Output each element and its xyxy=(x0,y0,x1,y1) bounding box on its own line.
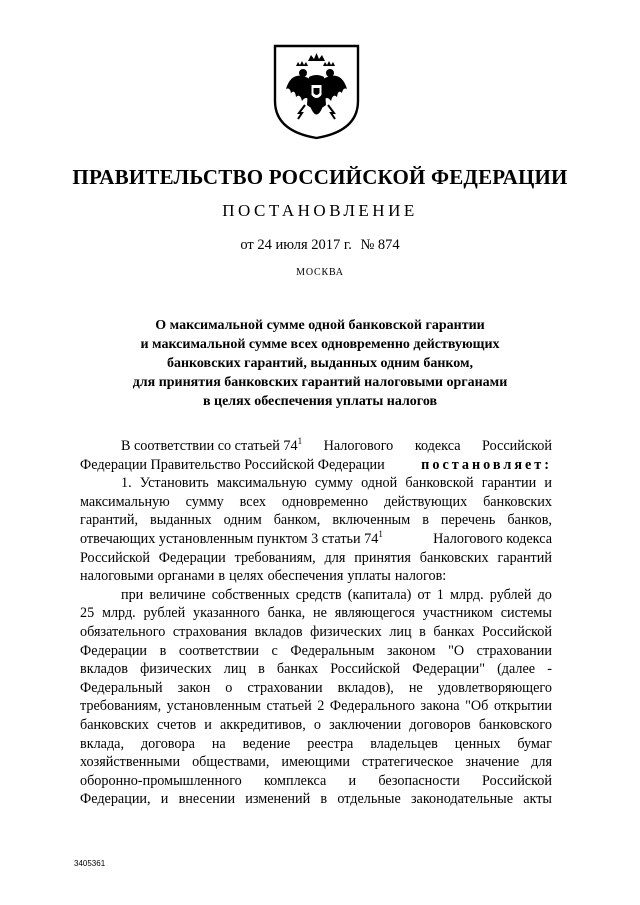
body-word: банковских xyxy=(80,716,149,733)
body-word: Федеральный xyxy=(80,679,163,696)
body-word: одним xyxy=(223,512,262,529)
russian-coat-of-arms-icon xyxy=(272,43,361,140)
subject-line: и максимальной сумме всех одновременно действующих xyxy=(140,337,500,352)
body-word: участником xyxy=(422,605,493,622)
body-word: до xyxy=(537,586,552,603)
body-word: с xyxy=(271,642,278,659)
body-line xyxy=(80,623,552,642)
body-line xyxy=(80,753,552,772)
body-word: собственных xyxy=(211,586,290,603)
body-word: уплаты xyxy=(347,568,391,585)
body-word: выданных xyxy=(150,512,212,529)
document-footer-code: 3405361 xyxy=(74,859,106,868)
body-word: включенным xyxy=(332,512,411,529)
body-word: бумаг xyxy=(517,735,552,752)
body-word: Установить xyxy=(139,475,209,492)
body-word: внесении xyxy=(178,791,236,808)
body-word: при xyxy=(121,586,144,603)
body-word: соответствии xyxy=(178,642,259,659)
body-word: вклада, xyxy=(80,735,125,752)
body-word: максимальную xyxy=(80,493,170,510)
body-word: на xyxy=(211,735,226,752)
body-line xyxy=(80,456,552,475)
body-word: стратегическое xyxy=(361,754,454,771)
body-word: страхования xyxy=(172,623,248,640)
body-word: банковских xyxy=(419,549,489,566)
body-word: кодекса xyxy=(414,438,461,454)
body-word: одной xyxy=(361,475,398,492)
body-word: лиц xyxy=(223,661,247,678)
body-word: физических xyxy=(310,623,382,640)
body-word: системы xyxy=(500,605,552,622)
body-word: Российской xyxy=(482,772,552,789)
body-word: имеющими xyxy=(281,754,350,771)
body-word: заключении xyxy=(329,716,402,733)
body-word: банков, xyxy=(507,512,552,529)
body-line xyxy=(80,493,552,512)
body-word: отдельные xyxy=(337,791,401,808)
body-word: млрд. xyxy=(101,605,136,622)
body-word: налоговыми xyxy=(80,568,154,585)
body-word: аккредитивов, xyxy=(219,716,306,733)
body-word: в xyxy=(419,623,426,640)
article-superscript: 1 xyxy=(297,436,303,446)
body-word: акты xyxy=(523,791,552,808)
body-word: хозяйственными xyxy=(80,754,181,771)
body-word: гарантий, xyxy=(80,512,139,529)
body-word: изменений xyxy=(245,791,311,808)
body-word: ведение xyxy=(242,735,291,752)
body-line xyxy=(80,437,552,456)
body-line xyxy=(80,716,552,735)
body-word: оборонно-промышленного xyxy=(80,772,242,789)
body-line xyxy=(80,642,552,661)
body-word: гарантий xyxy=(497,549,552,566)
body-word: целях xyxy=(229,568,264,585)
body-word: Федерации, xyxy=(80,791,151,808)
body-word: комплекса xyxy=(264,772,327,789)
body-word: действующих xyxy=(384,493,468,510)
body-word: законом xyxy=(386,642,436,659)
body-word: обеспечения xyxy=(267,568,344,585)
document-type: ПОСТАНОВЛЕНИЕ xyxy=(222,201,418,220)
body-word: являющегося xyxy=(334,605,415,622)
document-subject xyxy=(0,316,640,411)
body-word: в xyxy=(218,568,226,585)
body-word: всех xyxy=(239,493,266,510)
body-word: (далее xyxy=(497,661,536,678)
body-word: (капитала) xyxy=(347,586,412,603)
body-line xyxy=(80,735,552,754)
body-word: лиц xyxy=(389,623,412,640)
body-word: Российской xyxy=(482,438,552,454)
body-word: перечень xyxy=(440,512,496,529)
body-word: 1. xyxy=(121,475,132,492)
body-word: банка, xyxy=(267,605,306,622)
body-word: Федеральным xyxy=(290,642,375,659)
body-word: и xyxy=(204,716,212,733)
body-word: Федерации xyxy=(80,642,148,659)
document-date-line xyxy=(0,237,640,254)
body-line xyxy=(80,549,552,568)
body-word: вкладов xyxy=(254,623,303,640)
body-word: обществами, xyxy=(192,754,270,771)
body-line xyxy=(80,772,552,791)
body-word: величине xyxy=(149,586,206,603)
body-text-part: отвечающих установленным пунктом 3 статьи 74 xyxy=(80,530,379,547)
body-word: "О xyxy=(448,642,465,659)
body-word: владельцев xyxy=(370,735,438,752)
body-word: значение xyxy=(465,754,520,771)
body-word: банковских xyxy=(483,493,552,510)
body-word: требованиям, xyxy=(80,698,162,715)
body-text xyxy=(80,530,383,549)
body-word: о xyxy=(313,716,321,733)
body-word: в xyxy=(258,661,265,678)
body-word: сумму xyxy=(185,493,224,510)
body-word: банках xyxy=(276,661,319,678)
body-line xyxy=(80,474,552,493)
body-word: безопасности xyxy=(378,772,460,789)
body-line xyxy=(80,697,552,716)
body-word: 1 xyxy=(436,586,444,603)
body-word: для xyxy=(324,549,346,566)
body-line xyxy=(80,511,552,530)
body-word: Российской xyxy=(482,623,552,640)
article-superscript: 1 xyxy=(378,528,383,539)
body-word: страховании xyxy=(476,642,552,659)
document-city: МОСКВА xyxy=(296,267,344,278)
resolves-word: постановляет: xyxy=(421,456,552,473)
body-word: Налогового xyxy=(323,438,394,454)
body-word: сумму xyxy=(314,475,353,492)
body-word: о xyxy=(225,679,233,696)
subject-line: О максимальной сумме одной банковской гарантии xyxy=(155,318,485,333)
body-word: договоров xyxy=(409,716,471,733)
body-word: от xyxy=(417,586,431,603)
body-word: принятия xyxy=(354,549,411,566)
body-word: в xyxy=(320,791,328,808)
government-title: ПРАВИТЕЛЬСТВО РОССИЙСКОЙ ФЕДЕРАЦИИ xyxy=(72,165,568,189)
body-word: Федерации xyxy=(158,549,226,566)
body-word: договора xyxy=(140,735,195,752)
body-word: ценных xyxy=(454,735,501,752)
body-word: банковского xyxy=(478,716,552,733)
document-number: № 874 xyxy=(360,237,400,253)
body-word: законодательные xyxy=(410,791,514,808)
body-word: в xyxy=(159,642,167,659)
body-text xyxy=(121,437,302,456)
body-word: банковской xyxy=(405,475,474,492)
body-word: в xyxy=(422,512,429,529)
body-word: "Об xyxy=(465,698,489,715)
body-word: удовлетворяющего xyxy=(437,679,552,696)
body-line xyxy=(80,530,552,549)
subject-line: банковских гарантий, выданных одним банком, xyxy=(166,356,474,371)
body-word: для xyxy=(531,754,552,771)
body-word: Российской xyxy=(330,661,401,678)
body-word: средств xyxy=(295,586,342,603)
body-word: обязательного xyxy=(80,623,166,640)
subject-line: для принятия банковских гарантий налоговыми органами xyxy=(132,375,508,390)
body-word: физических xyxy=(140,661,212,678)
body-word: вкладов xyxy=(80,661,128,678)
body-word: счетов xyxy=(156,716,197,733)
body-line xyxy=(80,586,552,605)
body-text-part: В соответствии со статьей 74 xyxy=(121,438,298,454)
body-line xyxy=(80,790,552,809)
body-word: реестра xyxy=(307,735,354,752)
body-word: вкладов), xyxy=(337,679,394,696)
body-word: не xyxy=(313,605,327,622)
body-line xyxy=(80,679,552,698)
body-word: Федерального xyxy=(329,698,416,715)
body-word: максимальную xyxy=(216,475,307,492)
body-word: Российской xyxy=(80,549,150,566)
body-text: Налогового кодекса xyxy=(433,530,552,547)
body-word: закон xyxy=(177,679,211,696)
body-word: не xyxy=(408,679,423,696)
body-word: одновременно xyxy=(281,493,369,510)
body-word: органами xyxy=(157,568,215,585)
body-word: - xyxy=(547,661,552,678)
document-date: от 24 июля 2017 г. xyxy=(240,237,352,253)
body-word: и xyxy=(348,772,357,789)
body-word: закона xyxy=(420,698,460,715)
subject-line: в целях обеспечения уплаты налогов xyxy=(202,394,438,409)
body-word: установленным xyxy=(166,698,261,715)
body-word: банках xyxy=(433,623,475,640)
body-word: рублей xyxy=(489,586,532,603)
body-word: и xyxy=(160,791,169,808)
body-word: 25 xyxy=(80,605,95,622)
body-word: статьей xyxy=(266,698,312,715)
body-word: гарантии xyxy=(481,475,537,492)
body-word: и xyxy=(544,475,552,492)
body-word: открытии xyxy=(493,698,552,715)
body-word: млрд. xyxy=(449,586,484,603)
body-word: налогов: xyxy=(394,568,447,585)
body-word: указанного xyxy=(192,605,260,622)
body-line xyxy=(80,604,552,623)
body-word: требованиям, xyxy=(234,549,316,566)
document-body xyxy=(80,437,552,809)
body-word: банком, xyxy=(273,512,321,529)
body-word: 2 xyxy=(317,698,325,715)
body-word: рублей xyxy=(143,605,186,622)
body-text: Федерации Правительство Российской Федерации xyxy=(80,456,385,473)
body-line xyxy=(80,567,552,586)
body-word: страховании xyxy=(247,679,323,696)
body-word: Федерации" xyxy=(412,661,485,678)
body-line xyxy=(80,660,552,679)
